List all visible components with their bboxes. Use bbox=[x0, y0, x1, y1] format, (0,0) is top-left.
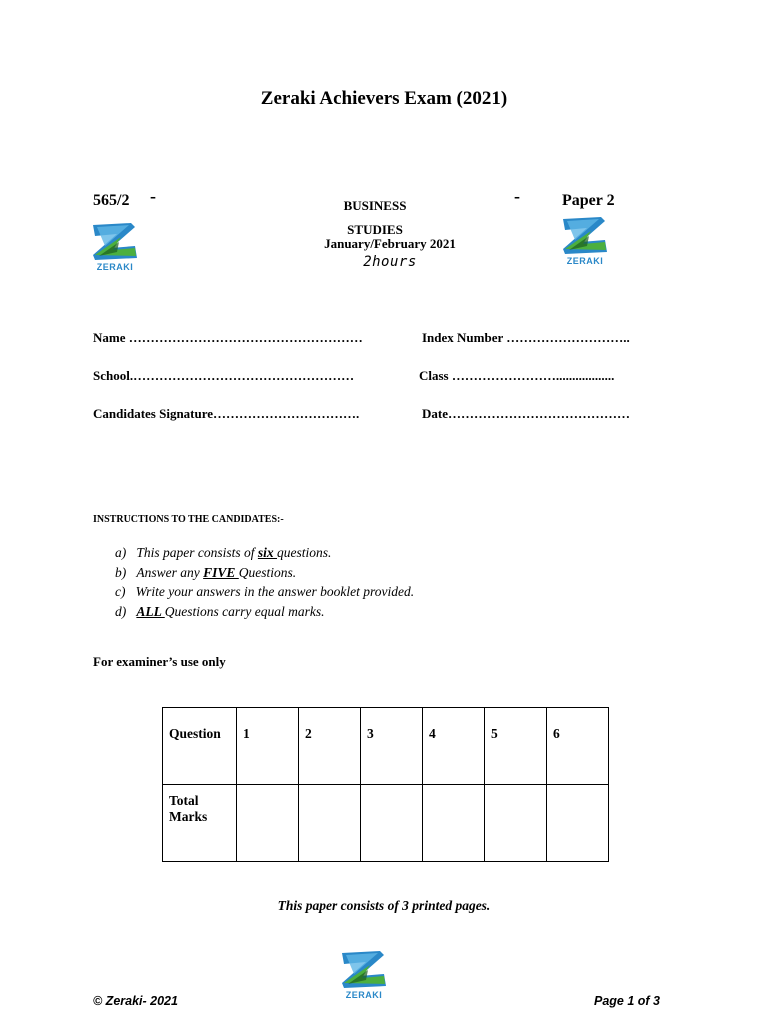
class-field: Class …………………….................. bbox=[419, 368, 615, 383]
copyright-text: © Zeraki- 2021 bbox=[93, 994, 178, 1008]
marks-cell[interactable] bbox=[237, 785, 299, 862]
zeraki-logo-footer bbox=[340, 950, 388, 1000]
examiner-label: For examiner’s use only bbox=[93, 654, 226, 669]
instruction-item: b) Answer any FIVE Questions. bbox=[115, 564, 297, 580]
printed-pages-note: This paper consists of 3 printed pages. bbox=[277, 898, 491, 913]
logo-text: ZERAKI bbox=[345, 990, 383, 1000]
table-row bbox=[163, 785, 609, 862]
page-number: Page 1 of 3 bbox=[594, 994, 660, 1008]
signature-field: Candidates Signature……………………………. bbox=[93, 406, 360, 421]
paper-code: 565/2 bbox=[93, 192, 130, 209]
instructions-list bbox=[115, 543, 414, 621]
question-header: Question bbox=[163, 708, 237, 785]
zeraki-logo-left bbox=[91, 222, 139, 272]
exam-session: January/February 2021 bbox=[324, 236, 456, 251]
zeraki-logo-icon bbox=[340, 950, 388, 990]
marks-table bbox=[162, 707, 609, 862]
question-number: 3 bbox=[361, 708, 423, 785]
question-number: 4 bbox=[423, 708, 485, 785]
marks-cell[interactable] bbox=[485, 785, 547, 862]
name-field: Name ……………………………………………… bbox=[93, 330, 363, 345]
subject-title bbox=[300, 194, 450, 242]
marks-cell[interactable] bbox=[423, 785, 485, 862]
paper-number: Paper 2 bbox=[562, 192, 615, 209]
instructions-heading: INSTRUCTIONS TO THE CANDIDATES:- bbox=[93, 514, 284, 525]
logo-text: ZERAKI bbox=[566, 256, 604, 266]
school-field: School.…………………………………………… bbox=[93, 368, 355, 383]
exam-duration: 2hours bbox=[363, 254, 417, 270]
subject-line-1: BUSINESS bbox=[343, 198, 407, 213]
zeraki-logo-right bbox=[561, 216, 609, 266]
total-marks-header: Total Marks bbox=[163, 785, 237, 862]
table-row bbox=[163, 708, 609, 785]
exam-title: Zeraki Achievers Exam (2021) bbox=[260, 88, 508, 109]
question-number: 1 bbox=[237, 708, 299, 785]
separator-dash: - bbox=[150, 186, 156, 206]
marks-cell[interactable] bbox=[299, 785, 361, 862]
separator-dash: - bbox=[514, 186, 520, 206]
logo-text: ZERAKI bbox=[96, 262, 134, 272]
date-field: Date…………………………………… bbox=[422, 406, 630, 421]
instruction-item: d) ALL Questions carry equal marks. bbox=[115, 603, 325, 619]
index-number-field: Index Number ……………………….. bbox=[422, 330, 630, 345]
question-number: 5 bbox=[485, 708, 547, 785]
marks-cell[interactable] bbox=[361, 785, 423, 862]
question-number: 2 bbox=[299, 708, 361, 785]
instruction-item: c) Write your answers in the answer booklet provided. bbox=[115, 584, 415, 599]
question-number: 6 bbox=[547, 708, 609, 785]
instruction-item: a) This paper consists of six questions. bbox=[115, 545, 332, 560]
zeraki-logo-icon bbox=[561, 216, 609, 256]
marks-cell[interactable] bbox=[547, 785, 609, 862]
subject-line-2: STUDIES bbox=[347, 222, 403, 237]
zeraki-logo-icon bbox=[91, 222, 139, 262]
